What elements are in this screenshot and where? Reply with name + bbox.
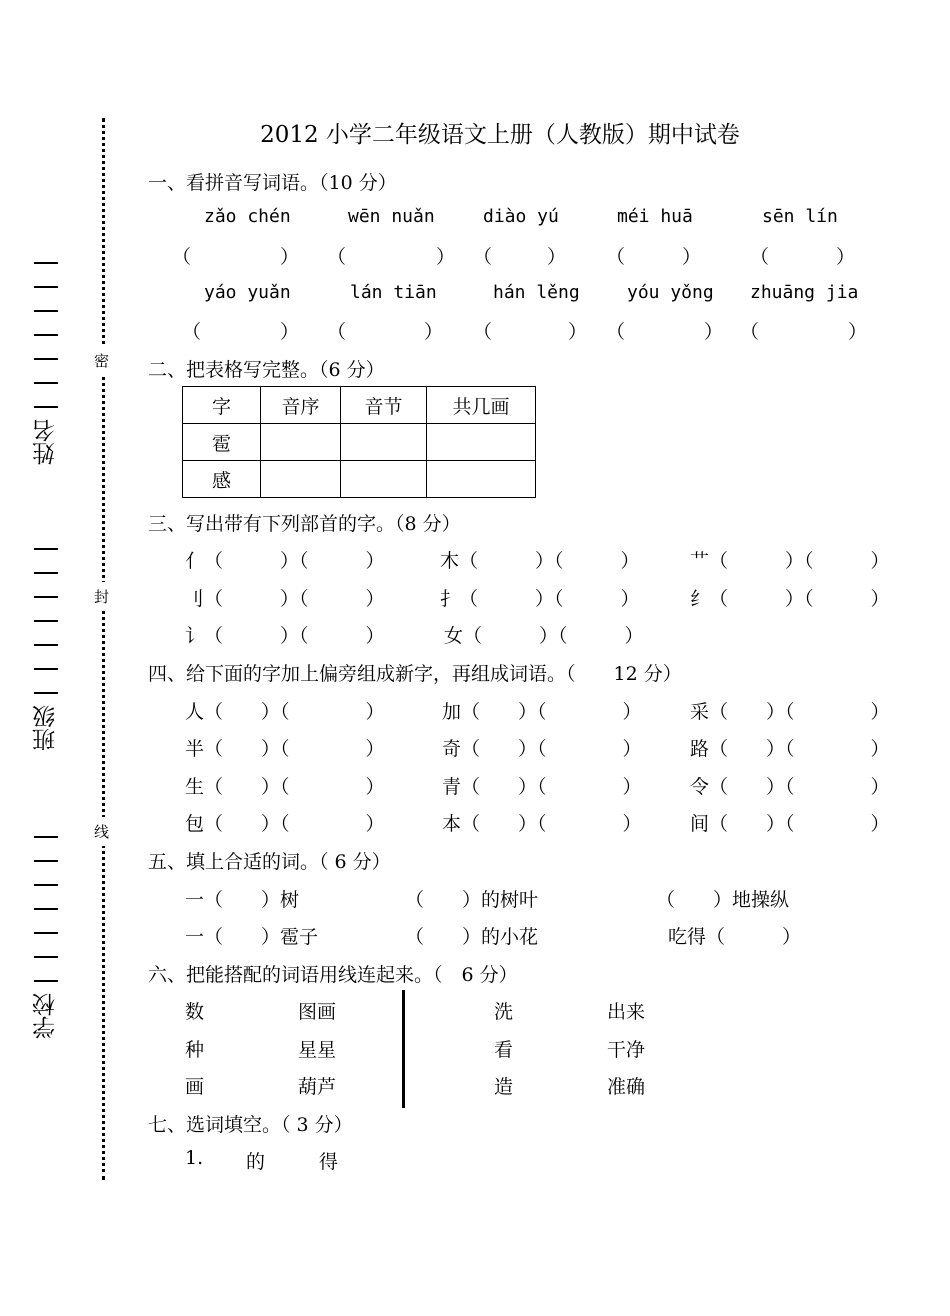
class-label: 班级 (33, 705, 59, 751)
answer-paren-close: ） (836, 246, 856, 268)
answer-paren-open[interactable]: （ (473, 321, 493, 343)
match-word[interactable]: 准确 (607, 1076, 646, 1098)
base-char: 间 (690, 813, 710, 835)
answer-paren-open[interactable]: （ (172, 246, 192, 268)
component-item: 路（ ）（ ） (690, 738, 890, 760)
table-cell[interactable] (261, 424, 341, 461)
match-word[interactable]: 种 (185, 1039, 205, 1061)
name-label: 姓名 (33, 419, 59, 465)
base-char: 奇 (442, 738, 462, 760)
radical-item: 女（ ）（ ） (444, 625, 644, 647)
table-cell[interactable] (427, 424, 536, 461)
table-cell[interactable] (341, 461, 427, 498)
answer-paren-close: ） (436, 246, 456, 268)
match-word[interactable]: 干净 (607, 1039, 646, 1061)
school-field (30, 836, 62, 1044)
radical: 刂 (185, 588, 205, 610)
table-header: 音序 (261, 387, 341, 424)
component-item: 本（ ）（ ） (442, 813, 642, 835)
page-title: 2012 小学二年级语文上册（人教版）期中试卷 (260, 122, 740, 148)
pinyin-item: hán lěng (493, 282, 580, 303)
pinyin-item: yóu yǒng (627, 282, 714, 303)
school-label: 学校 (33, 993, 59, 1039)
pinyin-item: zǎo chén (204, 206, 291, 227)
answer-paren-open[interactable]: （ (606, 321, 626, 343)
match-word[interactable]: 洗 (494, 1001, 514, 1023)
class-field (30, 548, 62, 756)
answer-paren-open[interactable]: （ (606, 246, 626, 268)
base-char: 青 (442, 776, 462, 798)
component-item: 采（ ）（ ） (690, 701, 890, 723)
table-cell[interactable] (261, 461, 341, 498)
component-item: 间（ ）（ ） (690, 813, 890, 835)
answer-paren-close: ） (547, 246, 567, 268)
base-char: 路 (690, 738, 710, 760)
q7-heading: 七、选词填空。（ 3 分） (148, 1114, 353, 1136)
seal-mark-mi: 密 (94, 346, 109, 375)
fill-item[interactable]: 一（ ）树 (185, 889, 300, 911)
fill-item[interactable]: （ ）的树叶 (405, 889, 539, 911)
radical-item: 亻（ ）（ ） (185, 550, 385, 572)
q7-word-de2: 得 (319, 1151, 339, 1173)
answer-paren-close: ） (568, 321, 588, 343)
table-header: 字 (183, 387, 261, 424)
radical: 纟 (690, 588, 710, 610)
match-word[interactable]: 造 (494, 1076, 514, 1098)
answer-paren-open[interactable]: （ (327, 246, 347, 268)
answer-paren-open[interactable]: （ (473, 246, 493, 268)
table-char: 感 (183, 461, 261, 498)
base-char: 人 (185, 701, 205, 723)
answer-paren-open[interactable]: （ (740, 321, 760, 343)
match-word[interactable]: 出来 (607, 1001, 646, 1023)
component-item: 青（ ）（ ） (442, 776, 642, 798)
pinyin-item: méi huā (617, 206, 693, 227)
match-word[interactable]: 数 (185, 1001, 205, 1023)
radical: 讠 (185, 625, 205, 647)
fill-item[interactable]: 吃得（ ） (668, 926, 802, 948)
answer-paren-close: ） (682, 246, 702, 268)
component-item: 人（ ）（ ） (185, 701, 385, 723)
fill-item[interactable]: （ ）地操纵 (656, 889, 790, 911)
base-char: 生 (185, 776, 205, 798)
pinyin-item: sēn lín (762, 206, 838, 227)
pinyin-item: zhuāng jia (750, 282, 859, 303)
answer-paren-close: ） (280, 246, 300, 268)
match-word[interactable]: 画 (185, 1076, 205, 1098)
radical: 木 (440, 550, 460, 572)
answer-paren-close: ） (848, 321, 868, 343)
binding-dotted-line (102, 118, 105, 1180)
q4-heading: 四、给下面的字加上偏旁组成新字，再组成词语。（ 12 分） (148, 663, 682, 685)
base-char: 采 (690, 701, 710, 723)
radical-item: 木（ ）（ ） (440, 550, 640, 572)
radical-item: 刂（ ）（ ） (185, 588, 385, 610)
match-word[interactable]: 葫芦 (298, 1076, 337, 1098)
base-char: 本 (442, 813, 462, 835)
table-char: 雹 (183, 424, 261, 461)
base-char: 半 (185, 738, 205, 760)
answer-paren-close: ） (704, 321, 724, 343)
q7-item-number: 1. (185, 1147, 204, 1169)
pinyin-item: lán tiān (350, 282, 437, 303)
component-item: 生（ ）（ ） (185, 776, 385, 798)
base-char: 令 (690, 776, 710, 798)
answer-paren-open[interactable]: （ (750, 246, 770, 268)
answer-paren-close: ） (280, 321, 300, 343)
component-item: 令（ ）（ ） (690, 776, 890, 798)
base-char: 加 (442, 701, 462, 723)
radical: 女 (444, 625, 464, 647)
radical-item: 讠（ ）（ ） (185, 625, 385, 647)
component-item: 奇（ ）（ ） (442, 738, 642, 760)
radical: 亻 (185, 550, 205, 572)
seal-mark-feng: 封 (94, 582, 109, 611)
radical-item: 扌（ ）（ ） (440, 588, 640, 610)
table-header: 共几画 (427, 387, 536, 424)
q5-heading: 五、填上合适的词。（ 6 分） (148, 851, 391, 873)
match-word[interactable]: 看 (494, 1039, 514, 1061)
base-char: 包 (185, 813, 205, 835)
table-cell[interactable] (341, 424, 427, 461)
pinyin-item: diào yú (483, 206, 559, 227)
q7-word-de: 的 (246, 1151, 266, 1173)
q6-heading: 六、把能搭配的词语用线连起来。（ 6 分） (148, 964, 518, 986)
fill-item[interactable]: 一（ ）雹子 (185, 926, 319, 948)
pinyin-item: wēn nuǎn (348, 206, 435, 227)
q1-heading: 一、看拼音写词语。（10 分） (148, 172, 397, 194)
radical-item: 艹（ ）（ ） (690, 550, 890, 572)
seal-mark-xian: 线 (94, 817, 109, 846)
q2-heading: 二、把表格写完整。（6 分） (148, 359, 385, 381)
radical-item: 纟（ ）（ ） (690, 588, 890, 610)
radical: 扌 (440, 588, 460, 610)
match-word[interactable]: 星星 (298, 1039, 337, 1061)
pinyin-item: yáo yuǎn (204, 282, 291, 303)
answer-paren-open[interactable]: （ (327, 321, 347, 343)
table-cell[interactable] (427, 461, 536, 498)
table-header: 音节 (341, 387, 427, 424)
radical: 艹 (690, 550, 710, 572)
component-item: 半（ ）（ ） (185, 738, 385, 760)
q3-heading: 三、写出带有下列部首的字。（8 分） (148, 513, 461, 535)
answer-paren-close: ） (424, 321, 444, 343)
match-word[interactable]: 图画 (298, 1001, 337, 1023)
answer-paren-open[interactable]: （ (182, 321, 202, 343)
divider-line (402, 990, 405, 1108)
component-item: 包（ ）（ ） (185, 813, 385, 835)
name-field (30, 262, 62, 470)
component-item: 加（ ）（ ） (442, 701, 642, 723)
fill-item[interactable]: （ ）的小花 (405, 926, 539, 948)
character-table (182, 386, 536, 498)
